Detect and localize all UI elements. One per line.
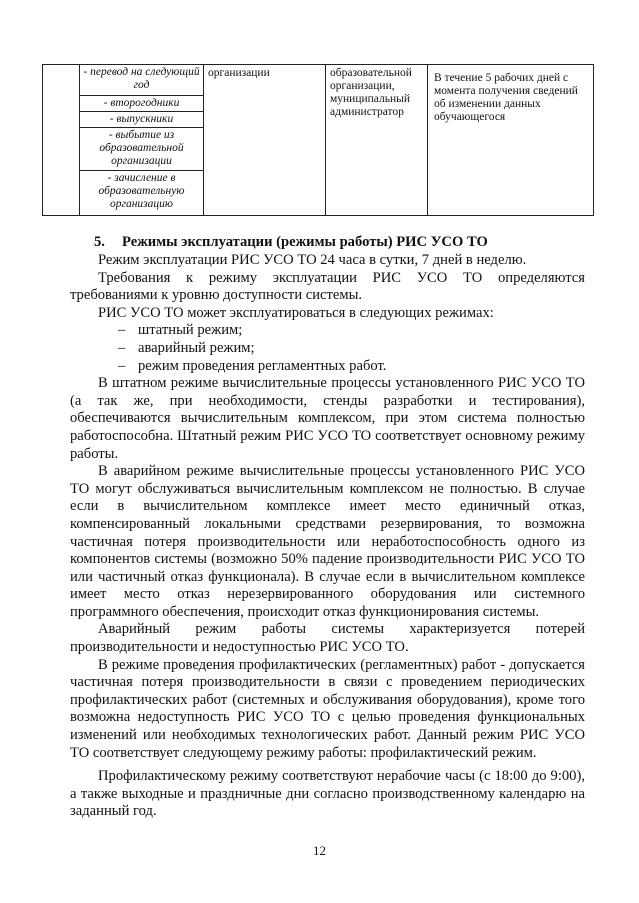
table-cell-events xyxy=(80,65,204,216)
event-repeaters: - второгодники xyxy=(80,96,203,112)
table-cell-source: организации xyxy=(204,65,326,216)
modes-list xyxy=(70,322,585,375)
event-transfer: - перевод на следующий год xyxy=(80,65,203,96)
table-cell-responsible: образовательной организации, муниципальный администратор xyxy=(326,65,428,216)
event-dropout: - выбытие из образовательной организации xyxy=(80,128,203,171)
paragraph-requirements: Требования к режиму эксплуатации РИС УСО ТО определяются требованиями к уровню доступности системы. xyxy=(70,269,585,304)
paragraph-maintenance-hours: Профилактическому режиму соответствуют нерабочие часы (с 18:00 до 9:00), а также выходные и праздничные дни согласно производственному календарю на заданный год. xyxy=(70,768,585,820)
page-number: 12 xyxy=(313,843,326,858)
list-item: – аварийный режим; xyxy=(118,340,585,358)
paragraph-maintenance-mode: В режиме проведения профилактических (регламентных) работ - допускается частичная потеря производительности в связи с проведением периодических профилактических работ (системных и обслуживания оборудования), кроме того возможна недоступность РИС УСО ТО с целью проведения функциональных изменений или необходимых технологических работ. Данный режим РИС УСО ТО соответствует следующему режиму работы: профилактический режим. xyxy=(70,656,585,761)
paragraph-emergency-summary: Аварийный режим работы системы характеризуется потерей производительности и недоступностью РИС УСО ТО. xyxy=(70,621,585,656)
list-item: – штатный режим; xyxy=(118,322,585,340)
paragraph-emergency-mode: В аварийном режиме вычислительные процессы установленного РИС УСО ТО могут обслуживаться вычислительным комплексом не полностью. В случае если в вычислительном комплексе имеет место единичный отказ, компенсированный локальными средствами резервирования, то возможна частичная потеря производительности или неработоспособность одного из компонентов системы (возможно 50% падение производительности РИС УСО ТО или частичный отказ функционала). В случае если в вычислительном комплексе имеет место отказ нерезервированного оборудования или системного программного обеспечения, происходит отказ функционирования системы. xyxy=(70,463,585,620)
section-title: Режимы эксплуатации (режимы работы) РИС УСО ТО xyxy=(122,234,488,250)
list-item: – режим проведения регламентных работ. xyxy=(118,358,585,376)
paragraph-uptime: Режим эксплуатации РИС УСО ТО 24 часа в сутки, 7 дней в неделю. xyxy=(98,252,527,268)
table-cell-deadline: В течение 5 рабочих дней с момента получения сведений об изменении данных обучающегося xyxy=(428,65,594,216)
section-number: 5. xyxy=(94,234,105,250)
table-cell-number xyxy=(43,65,80,216)
continuation-table xyxy=(42,64,594,216)
event-graduates: - выпускники xyxy=(80,112,203,128)
paragraph-modes-intro: РИС УСО ТО может эксплуатироваться в следующих режимах: xyxy=(98,304,494,321)
event-enrollment: - зачисление в образовательную организацию xyxy=(98,172,185,210)
paragraph-normal-mode: В штатном режиме вычислительные процессы установленного РИС УСО ТО (а так же, при необходимости, стенды разработки и тестирования), обеспечиваются вычислительным комплексом, при этом система полностью работоспособна. Штатный режим РИС УСО ТО соответствует основному режиму работы. xyxy=(70,375,585,462)
table-row xyxy=(43,65,594,216)
body-text xyxy=(70,252,585,821)
section-heading xyxy=(94,234,488,251)
